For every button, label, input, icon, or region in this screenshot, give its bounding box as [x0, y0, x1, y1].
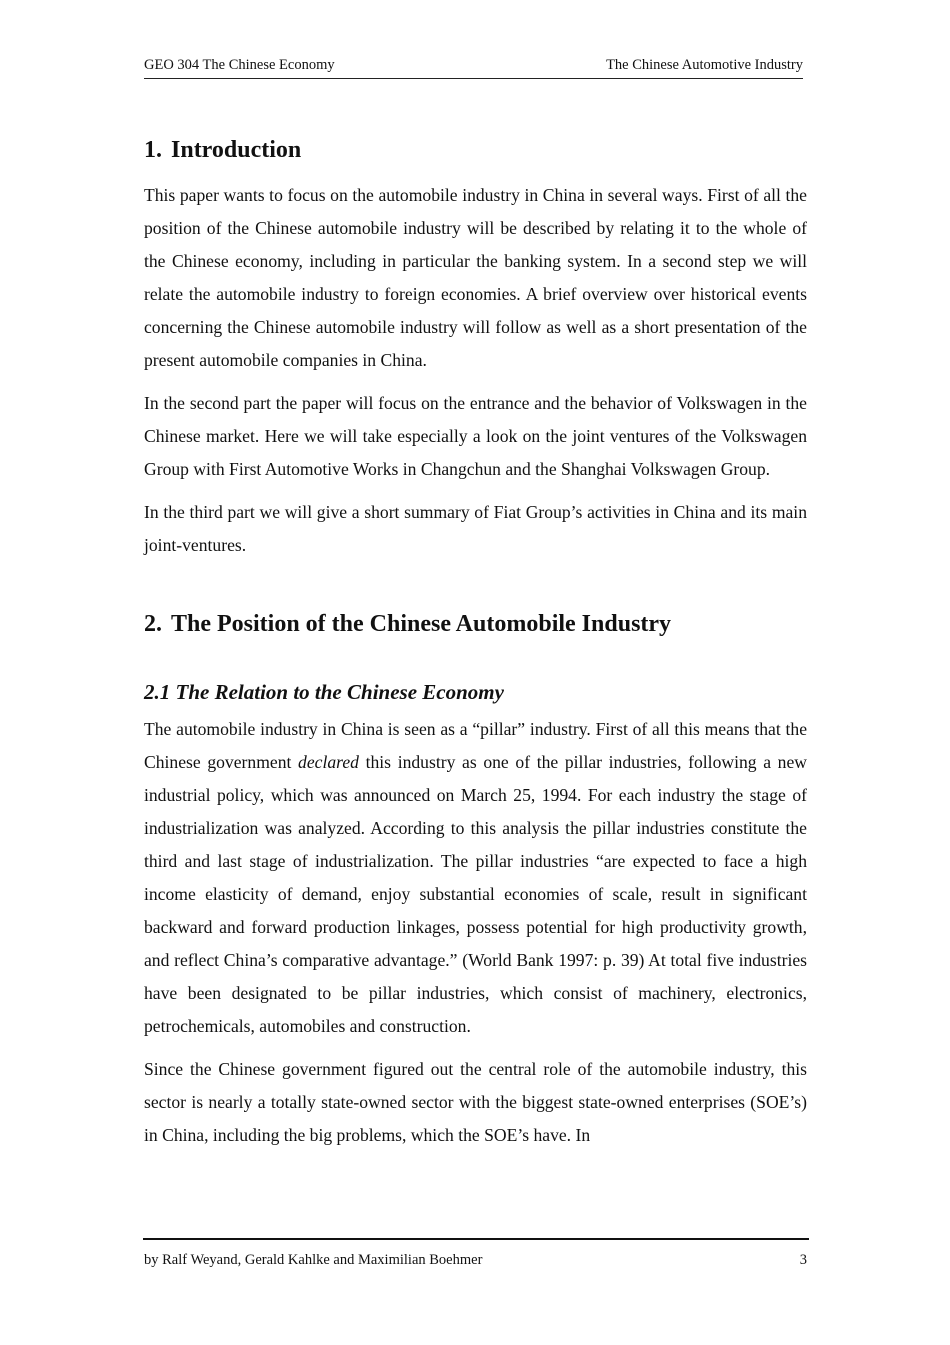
- paragraph: In the third part we will give a short summary of Fiat Group’s activities in China and its main joint-ventures.: [144, 502, 807, 555]
- emphasized-word: declared: [298, 752, 359, 772]
- heading-number: 1.: [144, 137, 162, 163]
- heading-text: Introduction: [171, 137, 302, 163]
- heading-introduction: [144, 132, 807, 168]
- paragraph-text: The automobile industry in China is seen as a “pillar” industry. First of all this means that the Chinese government: [144, 719, 807, 772]
- heading-number: 2.: [144, 611, 162, 637]
- header-paper-title: The Chinese Automotive Industry: [606, 57, 803, 73]
- page-number: 3: [799, 1252, 807, 1268]
- heading-text: The Position of the Chinese Automobile Industry: [171, 611, 672, 637]
- header-course-title: GEO 304 The Chinese Economy: [144, 57, 335, 73]
- paragraph: In the second part the paper will focus on the entrance and the behavior of Volkswagen in the Chinese market. Here we will take especially a look on the joint ventures of the Volkswagen Group with First Automotive Works in Changchun and the Shanghai Volkswagen Group.: [144, 393, 807, 479]
- heading-position: [144, 606, 807, 642]
- page-footer: [143, 1238, 809, 1268]
- paragraph: Since the Chinese government figured out the central role of the automobile industry, this sector is nearly a totally state-owned sector with the biggest state-owned enterprises (SOE’s) in China, including the big problems, which the SOE’s have. In: [144, 1059, 807, 1145]
- paragraph: [144, 713, 807, 1043]
- subheading-relation: 2.1 The Relation to the Chinese Economy: [144, 680, 504, 704]
- footer-authors: by Ralf Weyand, Gerald Kahlke and Maximilian Boehmer: [144, 1252, 483, 1268]
- page-body: [144, 132, 807, 1152]
- page-header: [144, 56, 803, 79]
- paragraph: This paper wants to focus on the automobile industry in China in several ways. First of all the position of the Chinese automobile industry will be described by relating it to the whole of the Chinese economy, including in particular the banking system. In a second step we will relate the automobile industry to foreign economies. A brief overview over historical events concerning the Chinese automobile industry will follow as well as a short presentation of the present automobile companies in China.: [144, 185, 807, 370]
- paragraph-text: this industry as one of the pillar industries, following a new industrial policy, which was announced on March 25, 1994. For each industry the stage of industrialization was analyzed. According to this analysis the pillar industries constitute the third and last stage of industrialization. The pillar industries “are expected to face a high income elasticity of demand, enjoy substantial economies of scale, result in significant backward and forward production linkages, possess potential for high productivity growth, and reflect China’s comparative advantage.” (World Bank 1997: p. 39) At total five industries have been designated to be pillar industries, which consist of machinery, electronics, petrochemicals, automobiles and construction.: [144, 752, 807, 1036]
